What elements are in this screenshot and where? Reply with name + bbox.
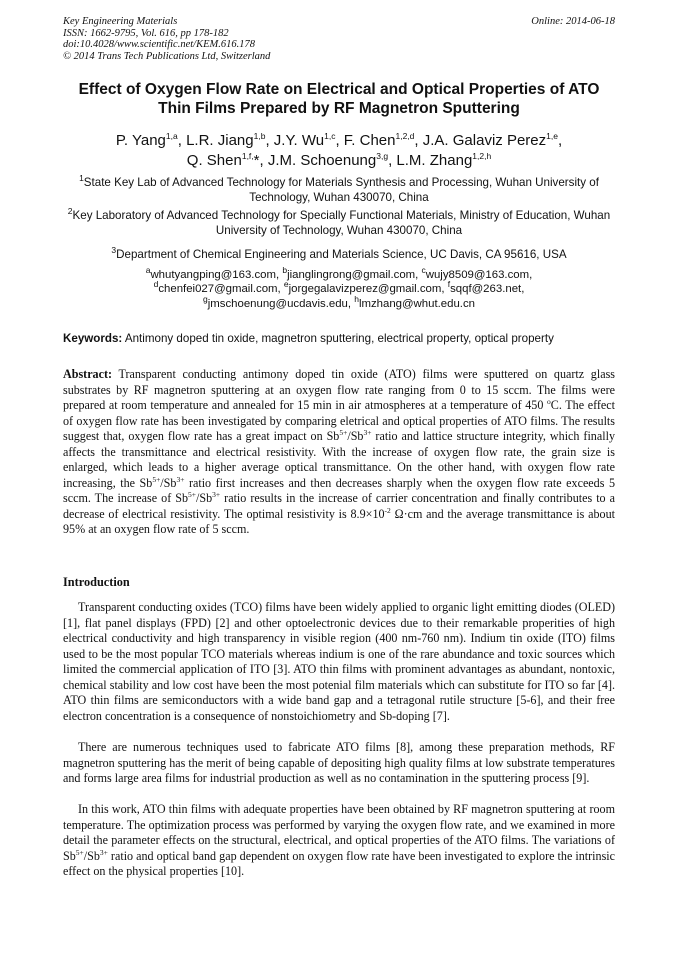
- journal-header: [63, 16, 615, 62]
- affiliation: [63, 175, 615, 205]
- sb3-superscript: 3+: [99, 847, 108, 857]
- author-separator: ,: [335, 132, 344, 149]
- author-name: P. Yang: [115, 132, 166, 149]
- author-separator: ,: [388, 151, 397, 169]
- author-separator: ,: [177, 132, 187, 149]
- body-paragraph: Transparent conducting oxides (TCO) films have been widely applied to organic light emitting diodes (OLED) [1], flat panel displays (FPD) [2] and other optoelectronic devices due to their remarkable properities of high electrical conductivity and high transparency in visible region (400 nm-760 nm). Indium tin oxide (ITO) films used to be the most popular TCO materials whereas indium is one of the rare abundance and toxic sources which limited the commercial application of ITO [3]. ATO thin films with prominent advantages as abundant, nontoxic, chemical stability and low cost have been the most potenial film materials which can substitute for ITO so far [4]. ATO thin films are semiconductors with a wide band gap and a tetragonal rutile structure [5-6], and their free electron concentration is a consequence of nonstoichiometry and Sb-doping [7].: [63, 600, 615, 723]
- affiliation-number: 2: [67, 206, 73, 217]
- email-line: $^g$jmschoenung@ucdavis.edu, $^h$lmzhang@whut.edu.cn: [203, 294, 475, 310]
- sb3-superscript: 3+: [212, 490, 221, 500]
- journal-name: Key Engineering Materials: [63, 16, 178, 27]
- email-mark: a: [145, 265, 151, 276]
- online-date: Online: 2014-06-18: [531, 16, 615, 27]
- email-link[interactable]: whutyangping@163.com: [150, 269, 276, 281]
- keywords: [63, 331, 623, 346]
- affiliation: [63, 208, 615, 238]
- title-line: Effect of Oxygen Flow Rate on Electrical and Optical Properties of ATO: [78, 81, 600, 98]
- author-name: J.M. Schoenung: [267, 151, 377, 169]
- author-separator: ,: [265, 132, 274, 149]
- section-heading: Introduction: [63, 575, 130, 589]
- affiliation-number: 3: [111, 245, 117, 256]
- author-name: F. Chen: [343, 132, 396, 149]
- abstract-text: ratio results in the increase of carrier concentration and finally contributes to a decrease of electrical resistivity. The optimal resistivity is 8.9×10: [63, 491, 615, 521]
- email-link[interactable]: wujy8509@163.com: [425, 269, 530, 281]
- author-name: Q. Shen: [186, 151, 242, 169]
- author-separator: ,: [414, 132, 423, 149]
- abstract-label: Abstract:: [63, 367, 113, 381]
- author-emails: [63, 265, 615, 311]
- author-line: [40, 131, 638, 151]
- paragraph-text: ratio and optical band gap dependent on oxygen flow rate have been investigated to explore the intrinsic effect on the physical properties [10].: [63, 848, 615, 879]
- email-line: $^a$whutyangping@163.com, $^b$jianglingrong@gmail.com, $^c$wujy8509@163.com,: [145, 265, 533, 281]
- author-affiliation-mark: 1,f,: [241, 150, 254, 161]
- email-link[interactable]: chenfei027@gmail.com: [158, 283, 278, 296]
- email-link[interactable]: jianglingrong@gmail.com: [287, 269, 416, 281]
- author-name: J.Y. Wu: [273, 132, 325, 149]
- email-link[interactable]: lmzhang@whut.edu.cn: [358, 297, 475, 310]
- author-affiliation-mark: 1,2,h: [472, 150, 492, 161]
- paragraph-text: /Sb: [83, 848, 100, 863]
- abstract-text: /Sb: [347, 429, 364, 444]
- sb5-superscript: 5+: [75, 847, 84, 857]
- email-line: $^d$chenfei027@gmail.com, $^e$jorgegalavizperez@gmail.com, $^f$sqqf@263.net,: [153, 279, 525, 296]
- affiliation-text: State Key Lab of Advanced Technology for Materials Synthesis and Processing, Wuhan University of Technology, Wuhan 430070, China: [83, 176, 599, 205]
- abstract: [63, 367, 615, 538]
- body-paragraph: [63, 802, 615, 880]
- email-mark: e: [283, 279, 289, 290]
- keywords-label: Keywords:: [63, 332, 123, 345]
- author-affiliation-mark: 1,e: [546, 131, 558, 141]
- author-name: L.R. Jiang: [186, 132, 254, 149]
- title-line: Thin Films Prepared by RF Magnetron Sputtering: [158, 100, 520, 117]
- author-affiliation-mark: 1,a: [165, 131, 178, 141]
- email-link[interactable]: jmschoenung@ucdavis.edu: [207, 297, 348, 310]
- abstract-text: Ω·cm and the average transmittance is about 95% at an oxygen flow rate of 5 sccm.: [63, 506, 615, 537]
- affiliation-text: Key Laboratory of Advanced Technology for Specially Functional Materials, Ministry of Education, Wuhan University of Technology, Wuhan 430070, China: [72, 209, 611, 238]
- email-mark: f: [447, 279, 451, 290]
- journal-doi: doi:10.4028/www.scientific.net/KEM.616.178: [63, 39, 255, 51]
- paper-title: [40, 80, 638, 118]
- author-name: L.M. Zhang: [396, 151, 473, 169]
- author-affiliation-mark: 1,2,d: [395, 131, 415, 141]
- author-affiliation-mark: 1,c: [324, 131, 336, 141]
- affiliation-text: Department of Chemical Engineering and Materials Science, UC Davis, CA 95616, USA: [116, 248, 567, 261]
- abstract-text: Transparent conducting antimony doped tin oxide (ATO) films were sputtered on quartz glass substrates by RF magnetron sputtering at an oxygen flow rate ranging from 0 to 15 sccm. The films were prepared at room temperature and annealed for 15 min in air atmospheres at a temperature of 450: [63, 367, 615, 413]
- abstract-text: ratio and lattice structure integrity, which finally affects the transmittance and electrical resistivity. With the increase of oxygen flow rate, the grain size is enlarged, which leads to a higher average optical transmittance. On the other hand, with oxygen flow rate increasing, the Sb: [63, 429, 615, 490]
- email-link[interactable]: sqqf@263.net: [450, 283, 522, 296]
- journal-issn: ISSN: 1662-9795, Vol. 616, pp 178-182: [63, 27, 229, 39]
- author-affiliation-mark: 3,g: [376, 150, 389, 161]
- sb3-superscript: 3+: [176, 474, 185, 484]
- affiliation-number: 1: [79, 173, 84, 184]
- email-mark: c: [421, 265, 426, 276]
- degree-mark: o: [547, 397, 551, 407]
- email-mark: d: [153, 279, 159, 290]
- author-name: J.A. Galaviz Perez: [422, 132, 547, 149]
- journal-copyright: © 2014 Trans Tech Publications Ltd, Switzerland: [63, 50, 271, 62]
- author-affiliation-mark: 1,b: [253, 131, 266, 141]
- affiliation: [63, 247, 615, 262]
- author-separator: ,: [557, 132, 563, 149]
- email-mark: h: [354, 294, 359, 305]
- keywords-text: Antimony doped tin oxide, magnetron sputtering, electrical property, optical property: [124, 332, 554, 345]
- author-line: [40, 151, 638, 171]
- sb5-superscript: 5+: [339, 428, 348, 438]
- email-mark: g: [203, 294, 208, 305]
- author-list: [40, 131, 638, 170]
- author-separator: *,: [253, 151, 268, 169]
- exponent: -2: [384, 505, 391, 515]
- sb5-superscript: 5+: [152, 474, 161, 484]
- body-paragraph: There are numerous techniques used to fabricate ATO films [8], among these preparation methods, RF magnetron sputtering has the merit of being capable of depositing high quality films at low substrate temperatures and forms large area films for industrial production as well as no contamination in the sputtering process [9].: [63, 740, 615, 786]
- abstract-text: ratio first increases and then decreases sharply when the oxygen flow rate exceeds 5 sccm. The increase of Sb: [63, 475, 615, 506]
- abstract-text: C. The effect of oxygen flow rate has been investigated by comparing eletrical and optical properties of ATO films. The results suggest that, oxygen flow rate has a great impact on Sb: [63, 398, 616, 444]
- abstract-text: /Sb: [196, 491, 213, 506]
- email-link[interactable]: jorgegalavizperez@gmail.com: [288, 283, 442, 296]
- sb5-superscript: 5+: [188, 490, 197, 500]
- abstract-text: /Sb: [160, 475, 177, 490]
- sb3-superscript: 3+: [363, 428, 372, 438]
- email-mark: b: [282, 265, 288, 276]
- paragraph-text: In this work, ATO thin films with adequate properties have been obtained by RF magnetron sputtering at room temperature. The optimization process was performed by varying the oxygen flow rate, and we examined in more detail the parameter effects on the structural, electrical, and optical properties of the ATO films. The variations of Sb: [63, 802, 615, 863]
